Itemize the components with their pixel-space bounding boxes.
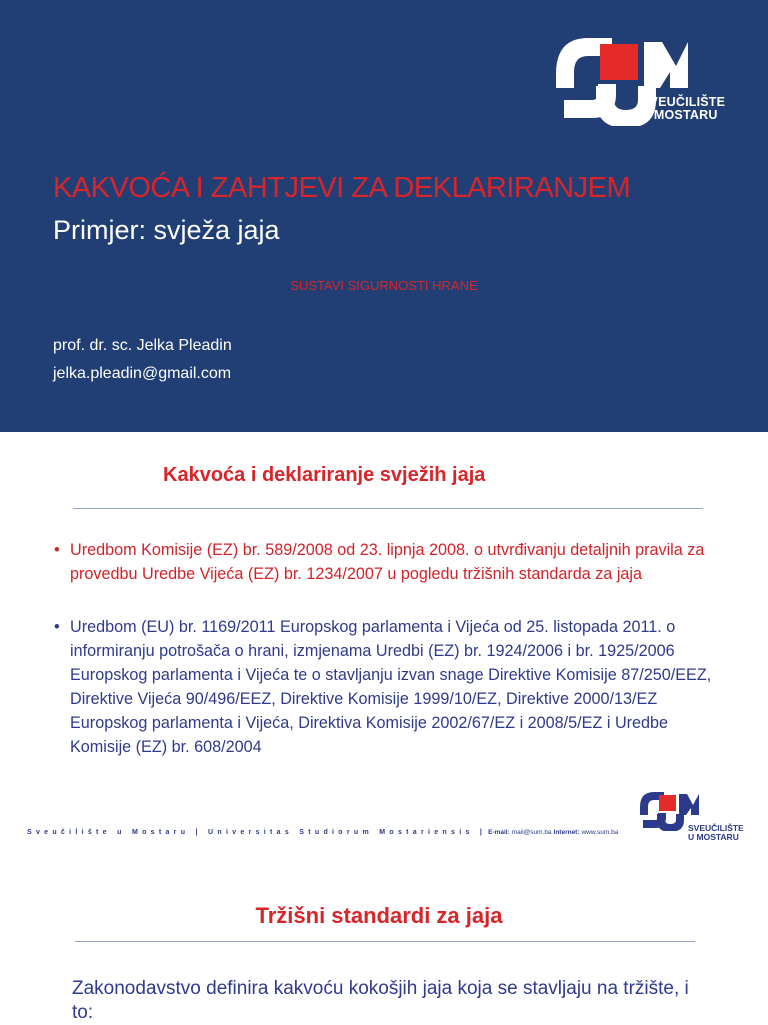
slide-body-text: Zakonodavstvo definira kakvoću kokošjih jaja koja se stavljaju na tržište, i to: (72, 978, 689, 1023)
title-divider (73, 508, 703, 509)
regulation-list (54, 538, 714, 759)
author-block (53, 332, 232, 388)
presentation-title: KAKVOĆA I ZAHTJEVI ZA DEKLARIRANJEM (53, 172, 631, 204)
footer-internet-label: Internet: (553, 829, 580, 836)
list-item (54, 615, 714, 759)
list-item-text: Uredbom Komisije (EZ) br. 589/2008 od 23. lipnja 2008. o utvrđivanju detaljnih pravila za provedbu Uredbe Vijeća (EZ) br. 1234/2007 u pogledu tržišnih standarda za jaja (70, 541, 705, 583)
footer-website[interactable]: www.sum.ba (581, 829, 619, 836)
presentation-subtitle: Primjer: svježa jaja (53, 215, 280, 245)
university-logo-text (641, 96, 725, 122)
list-item (54, 538, 714, 586)
bullet-icon: • (54, 541, 60, 559)
slide-footer (27, 829, 618, 836)
logo-small-line-1: SVEUČILIŠTE (688, 823, 744, 833)
footer-email-label: E-mail: (488, 829, 510, 836)
footer-email[interactable]: mail@sum.ba (511, 829, 552, 836)
slide-title: Tržišni standardi za jaja (255, 903, 503, 928)
bullet-icon: • (54, 618, 60, 636)
footer-university: Sveučilište u Mostaru | Universitas Studiorum Mostariensis | (27, 829, 487, 836)
list-item-text: Uredbom (EU) br. 1169/2011 Europskog parlamenta i Vijeća od 25. listopada 2011. o informiranju potrošača o hrani, izmjenama Uredbi (EZ) br. 1924/2006 i br. 1925/2006 Europskog parlamenta i Vijeća te o stavljanju izvan snage Direktive Komisije 87/250/EEZ, Direktive Vijeća 90/496/EEZ, Direktive Komisije 1999/10/EZ, Direktive 2000/13/EZ Europskog parlamenta i Vijeća, Direktiva Komisije 2002/67/EZ i 2008/5/EZ i Uredbe Komisije (EZ) br. 608/2004 (70, 618, 712, 756)
title-slide (0, 0, 768, 432)
author-email[interactable]: jelka.pleadin@gmail.com (53, 365, 232, 382)
logo-line-1: SVEUČILIŠTE (641, 95, 726, 109)
university-logo-small-text (688, 824, 744, 842)
title-divider (75, 941, 695, 942)
author-name: prof. dr. sc. Jelka Pleadin (53, 337, 232, 354)
course-name: SUSTAVI SIGURNOSTI HRANE (290, 278, 478, 293)
logo-small-line-2: U MOSTARU (688, 832, 739, 842)
slide-title: Kakvoća i deklariranje svježih jaja (163, 464, 486, 486)
logo-line-2: U MOSTARU (641, 108, 718, 122)
